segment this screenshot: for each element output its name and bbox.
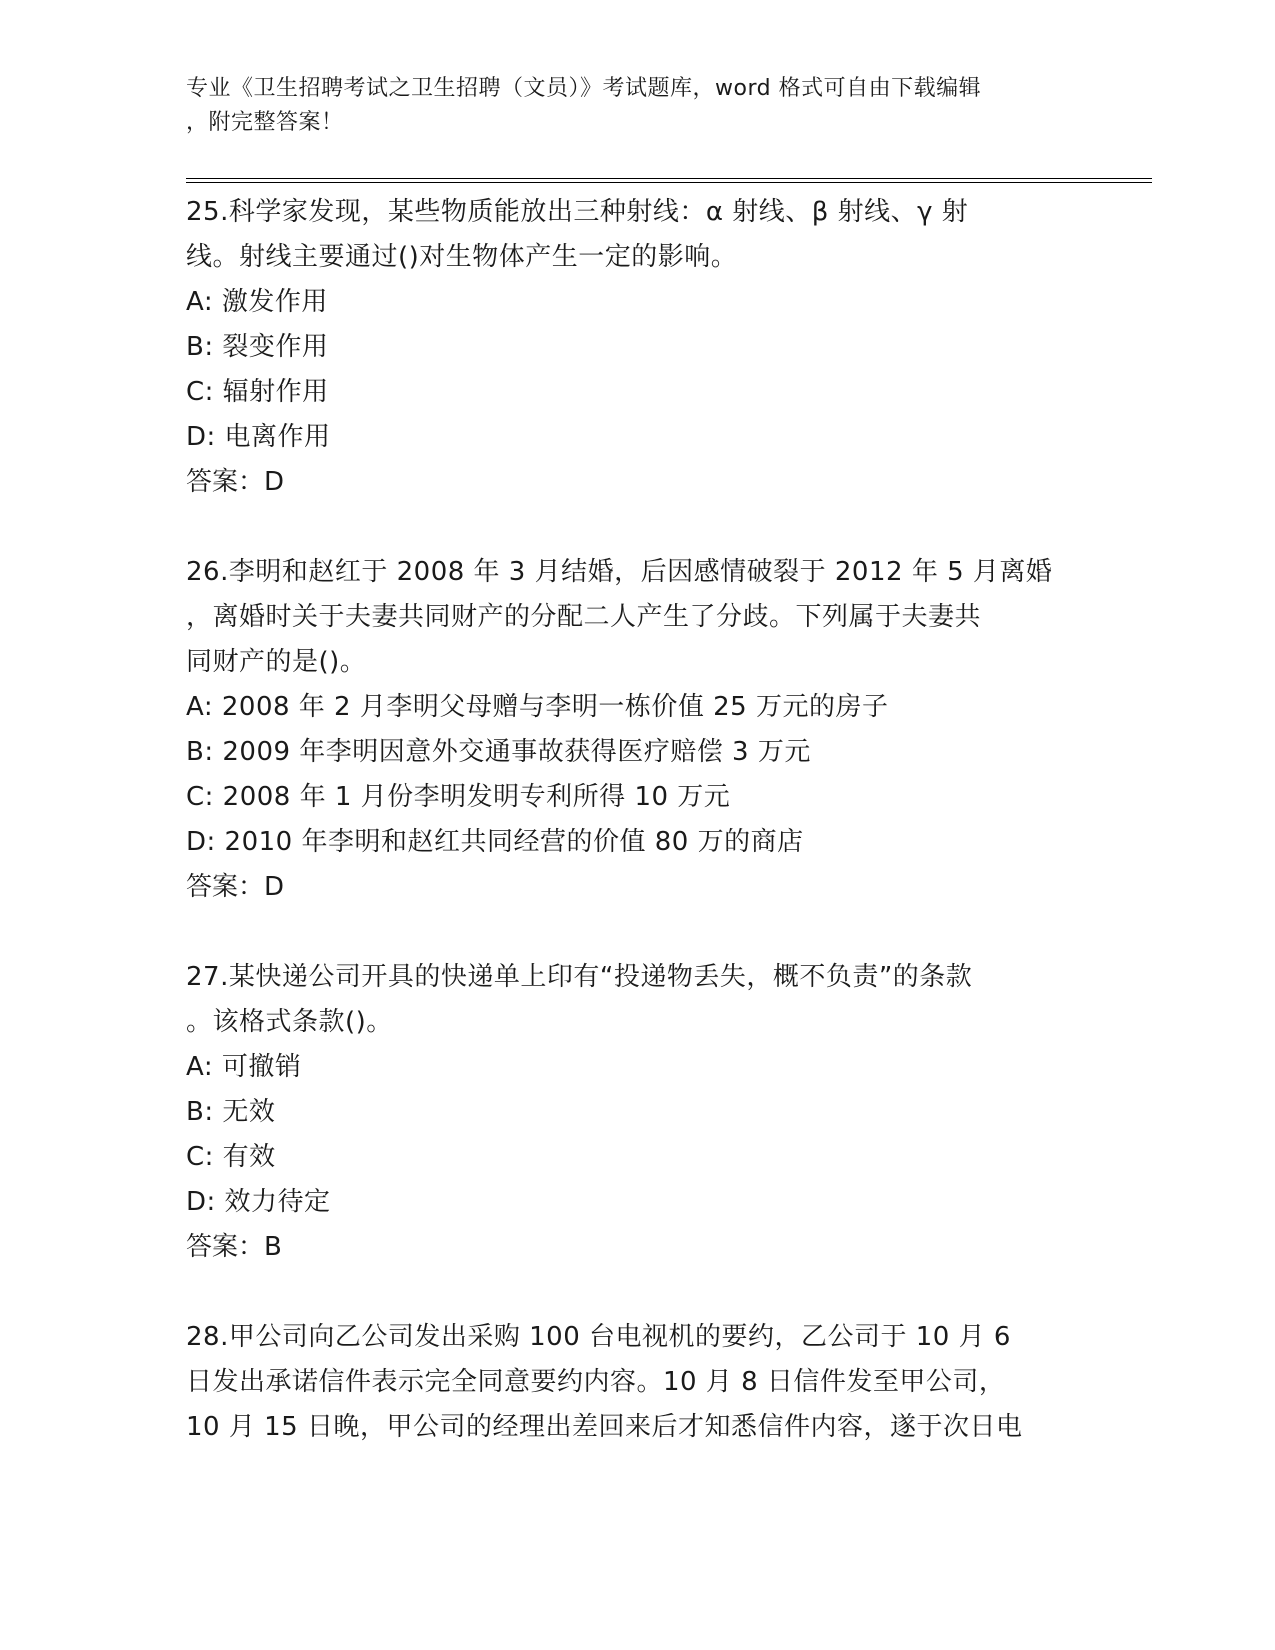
option-a: A: 2008 年 2 月李明父母赠与李明一栋价值 25 万元的房子 [186, 692, 889, 722]
header-line: ，附完整答案！ [186, 110, 344, 135]
answer: 答案：B [186, 1232, 282, 1262]
question-stem-line: 27.某快递公司开具的快递单上印有“投递物丢失，概不负责”的条款 [186, 962, 973, 992]
question-stem-line: 25.科学家发现，某些物质能放出三种射线：α 射线、β 射线、γ 射 [186, 197, 969, 227]
option-a: A: 可撤销 [186, 1052, 302, 1082]
question-26 [186, 550, 1086, 910]
option-a: A: 激发作用 [186, 287, 328, 317]
question-28 [186, 1315, 1086, 1450]
option-c: C: 2008 年 1 月份李明发明专利所得 10 万元 [186, 782, 731, 812]
question-stem-line: 线。射线主要通过()对生物体产生一定的影响。 [186, 242, 738, 272]
question-27 [186, 955, 1086, 1270]
question-stem-line: 26.李明和赵红于 2008 年 3 月结婚，后因感情破裂于 2012 年 5 月离婚 [186, 557, 1053, 587]
question-list [186, 190, 1086, 1450]
option-b: B: 裂变作用 [186, 332, 329, 362]
option-b: B: 无效 [186, 1097, 276, 1127]
document-header [186, 72, 1066, 140]
answer: 答案：D [186, 872, 285, 902]
option-d: D: 效力待定 [186, 1187, 331, 1217]
header-rule-top [186, 178, 1152, 179]
header-rule-bottom [186, 182, 1152, 183]
question-25 [186, 190, 1086, 505]
spacer [186, 1270, 1086, 1315]
question-stem-line: 。该格式条款()。 [186, 1007, 393, 1037]
option-d: D: 电离作用 [186, 422, 331, 452]
question-stem-line: 28.甲公司向乙公司发出采购 100 台电视机的要约，乙公司于 10 月 6 [186, 1322, 1011, 1352]
question-stem-line: 日发出承诺信件表示完全同意要约内容。10 月 8 日信件发至甲公司， [186, 1367, 1006, 1397]
question-stem-line: 10 月 15 日晚，甲公司的经理出差回来后才知悉信件内容，遂于次日电 [186, 1412, 1023, 1442]
option-d: D: 2010 年李明和赵红共同经营的价值 80 万的商店 [186, 827, 804, 857]
question-stem-line: ，离婚时关于夫妻共同财产的分配二人产生了分歧。下列属于夫妻共 [186, 602, 982, 632]
answer: 答案：D [186, 467, 285, 497]
option-c: C: 辐射作用 [186, 377, 329, 407]
option-c: C: 有效 [186, 1142, 276, 1172]
spacer [186, 505, 1086, 550]
header-line: 专业《卫生招聘考试之卫生招聘（文员）》考试题库，word 格式可自由下载编辑 [186, 76, 982, 101]
spacer [186, 910, 1086, 955]
option-b: B: 2009 年李明因意外交通事故获得医疗赔偿 3 万元 [186, 737, 811, 767]
question-stem-line: 同财产的是()。 [186, 647, 367, 677]
